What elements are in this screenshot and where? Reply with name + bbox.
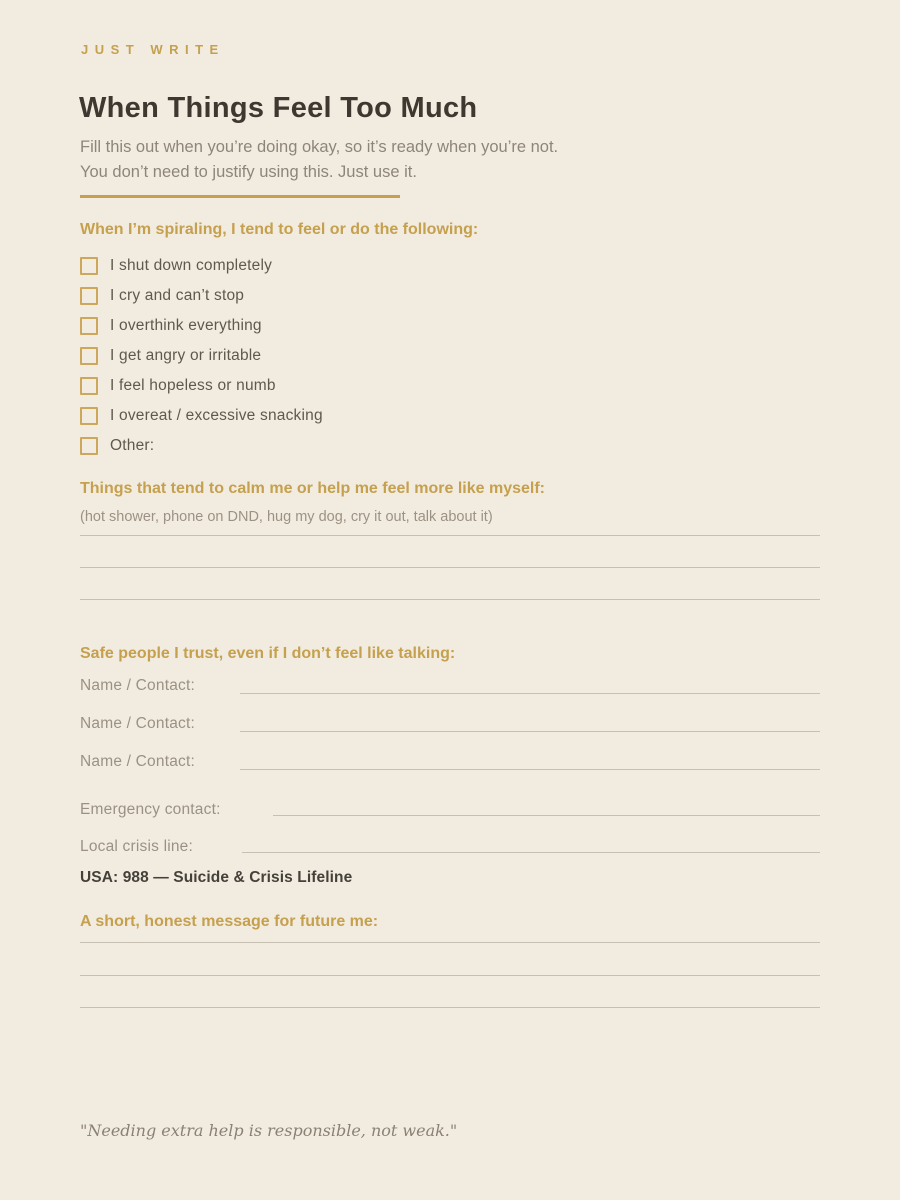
checklist-item-label: I feel hopeless or numb xyxy=(110,377,276,394)
name-contact-write-line[interactable] xyxy=(240,769,820,770)
write-line[interactable] xyxy=(80,535,820,536)
checkbox-icon[interactable] xyxy=(80,257,98,275)
write-line[interactable] xyxy=(80,567,820,568)
calm-hint-text: (hot shower, phone on DND, hug my dog, cry it out, talk about it) xyxy=(80,509,493,525)
checkbox-icon[interactable] xyxy=(80,437,98,455)
write-line[interactable] xyxy=(80,599,820,600)
checklist-item-label: I cry and can’t stop xyxy=(110,287,245,304)
checkbox-icon[interactable] xyxy=(80,287,98,305)
section-heading-future-me: A short, honest message for future me: xyxy=(80,913,379,930)
checklist-item xyxy=(80,431,323,461)
section-heading-calm: Things that tend to calm me or help me feel more like myself: xyxy=(80,480,545,497)
checklist-item-label: Other: xyxy=(110,437,155,454)
checklist-item xyxy=(80,401,323,431)
footer-quote: "Needing extra help is responsible, not weak." xyxy=(80,1121,458,1140)
write-line[interactable] xyxy=(80,1007,820,1008)
name-contact-label: Name / Contact: xyxy=(80,753,195,770)
checklist-item-label: I overeat / excessive snacking xyxy=(110,407,323,424)
section-heading-spiraling: When I’m spiraling, I tend to feel or do the following: xyxy=(80,221,479,238)
checkbox-icon[interactable] xyxy=(80,317,98,335)
divider-rule xyxy=(80,195,400,198)
emergency-contact-write-line[interactable] xyxy=(273,815,820,816)
checkbox-icon[interactable] xyxy=(80,407,98,425)
checkbox-icon[interactable] xyxy=(80,377,98,395)
checklist-item xyxy=(80,281,323,311)
crisis-line-write-line[interactable] xyxy=(242,852,820,853)
checkbox-icon[interactable] xyxy=(80,347,98,365)
name-contact-write-line[interactable] xyxy=(240,731,820,732)
lifeline-info-text: USA: 988 — Suicide & Crisis Lifeline xyxy=(80,869,353,886)
checklist-item xyxy=(80,311,323,341)
name-contact-label: Name / Contact: xyxy=(80,715,195,732)
brand-logo-text: JUST WRITE xyxy=(81,42,225,57)
page-title: When Things Feel Too Much xyxy=(79,92,478,124)
write-line[interactable] xyxy=(80,942,820,943)
emergency-contact-label: Emergency contact: xyxy=(80,801,221,818)
checklist-item xyxy=(80,371,323,401)
checklist-item-label: I shut down completely xyxy=(110,257,273,274)
crisis-line-label: Local crisis line: xyxy=(80,838,194,855)
checklist-item xyxy=(80,341,323,371)
subtitle-line-1: Fill this out when you’re doing okay, so it’s ready when you’re not. xyxy=(80,138,559,156)
checklist-item xyxy=(80,251,323,281)
name-contact-write-line[interactable] xyxy=(240,693,820,694)
name-contact-label: Name / Contact: xyxy=(80,677,195,694)
page-subtitle xyxy=(80,135,558,185)
subtitle-line-2: You don’t need to justify using this. Just use it. xyxy=(80,163,417,181)
section-heading-safe-people: Safe people I trust, even if I don’t feel like talking: xyxy=(80,645,456,662)
spiraling-checklist xyxy=(80,251,323,461)
checklist-item-label: I get angry or irritable xyxy=(110,347,262,364)
checklist-item-label: I overthink everything xyxy=(110,317,262,334)
write-line[interactable] xyxy=(80,975,820,976)
